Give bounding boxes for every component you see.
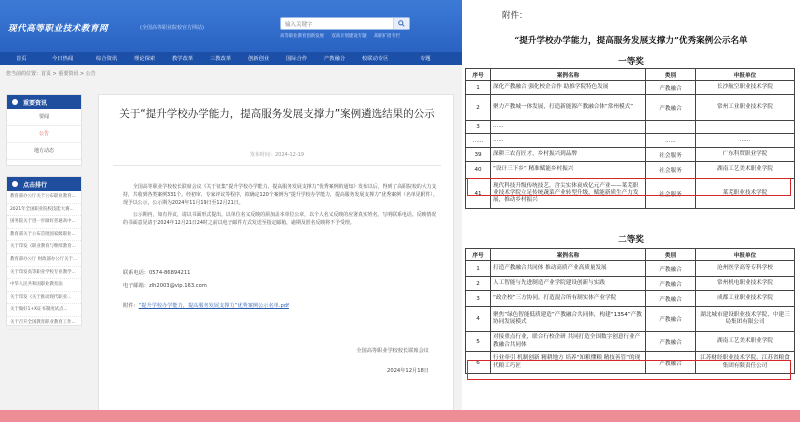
table-row — [466, 134, 795, 148]
doc-title: “提升学校办学能力，提高服务发展支撑力”优秀案例公示名单 — [514, 36, 748, 46]
cell-unit: 江苏财经职业技术学院、江苏省粮食集团有限责任公司 — [696, 352, 795, 374]
cell-unit: 常州机电职业技术学院 — [696, 277, 795, 291]
cell-case-name: 人工智能与先进制造产业学院建设创新与实践 — [491, 277, 646, 291]
search-button[interactable] — [393, 18, 409, 29]
cell-type: 产教融合 — [646, 95, 696, 121]
header-name: 案例名称 — [491, 69, 646, 81]
site-header — [0, 0, 462, 52]
cell-case-name: 聚焦“绿色智能低质建造”产教融合共同体，构建“1354”产教协同发展模式 — [491, 307, 646, 332]
search-box — [280, 17, 410, 30]
cell-case-name: “政企校”三方协同，打造混合所有制实体产业学院 — [491, 291, 646, 307]
cell-case-name: 现代科技升级传统技艺，含尖实体衰成亿元产业——莱芜职业技术学院立足传统蔬菜产业转型升级，赋能新质生产力发展，推动乡村振兴 — [491, 179, 646, 209]
cell-no: 3 — [466, 121, 491, 134]
main-nav — [0, 52, 462, 65]
cell-no: 6 — [466, 352, 491, 374]
cell-no: 4 — [466, 307, 491, 332]
sidebar-ranking-heading: 点击排行 — [7, 177, 81, 191]
breadcrumb[interactable]: 您当前的位置：首页 > 重要资讯 > 公告 — [6, 71, 96, 77]
cell-unit: 广东科贸职业学院 — [696, 148, 795, 162]
cell-unit: 沧州医学高等专科学校 — [696, 261, 795, 277]
cell-unit: 湖南工艺美术职业学院 — [696, 332, 795, 352]
nav-item-industry[interactable]: 产教融合 — [324, 56, 346, 62]
cell-no: 2 — [466, 95, 491, 121]
cell-case-name: 聚力产教城一体发展，打造新能源产教融合体“常州模式” — [491, 95, 646, 121]
cell-type: 产教融合 — [646, 307, 696, 332]
nav-item-three-reform[interactable]: 三教改革 — [210, 56, 232, 62]
nav-item-news[interactable]: 综合资讯 — [96, 56, 118, 62]
cell-unit: 成都工业职业技术学院 — [696, 291, 795, 307]
cell-case-name: 对接重点行业，联合行校企研 共同打造全国数字创意行业产教融合共同体 — [491, 332, 646, 352]
table-row — [466, 261, 795, 277]
sidebar-item-announcements[interactable]: 公告 — [7, 126, 81, 143]
sidebar-news-heading: 重要资讯 — [7, 95, 81, 109]
nav-item-home[interactable]: 首页 — [16, 56, 27, 62]
cell-type: 产教融合 — [646, 277, 696, 291]
ranking-item[interactable]: 中华人民共和国职业教育法 — [7, 279, 81, 292]
site-logo-subtitle: (全国高等职业院校官方网站) — [140, 25, 204, 31]
ranking-item[interactable]: 关于做好1+X证书制度试点... — [7, 304, 81, 317]
contact-phone: 联系电话：0574-86894211 — [123, 270, 191, 276]
cell-unit: 莱芜职业技术学院 — [696, 179, 795, 209]
hot-word-link[interactable]: 高等职业教育创新发展 — [280, 34, 324, 39]
article-paragraph: 全国高等职业学校校长联席会议《关于征集“提升学校办学能力、提高服务发展支撑力”优秀案例的通知》发布以后，得到了高职院校的大力支持，共收到各类案例331个。经初审、专家评议等程序，拟确定120个案例为“提升学校办学能力，提高服务发展支撑力”优秀案例（名单见附件）。现予以公示，公示期为2024年11月19日至12月21日。 — [123, 184, 438, 207]
sidebar-ranking-box — [6, 176, 82, 326]
attachment-label: 附件： — [123, 303, 139, 309]
cell-unit: 湖南工艺美术职业学院 — [696, 162, 795, 179]
table-row — [466, 332, 795, 352]
cell-type: 产教融合 — [646, 352, 696, 374]
table-header-row — [466, 69, 795, 81]
table-header-row — [466, 249, 795, 261]
article-date: 发布时间：2024-12-19 — [249, 152, 305, 158]
table-row — [466, 148, 795, 162]
sidebar-news-box — [6, 94, 82, 166]
cell-unit: 常州工业职业技术学院 — [696, 95, 795, 121]
cell-no: 2 — [466, 277, 491, 291]
cell-no: 40 — [466, 162, 491, 179]
nav-item-innovation[interactable]: 创新创业 — [248, 56, 270, 62]
search-icon — [398, 20, 405, 27]
ranking-item[interactable]: 2021年全国职业院校技能大赛... — [7, 204, 81, 217]
signature-date: 2024年12月18日 — [387, 368, 429, 374]
article-body — [123, 183, 439, 230]
cell-no: ...... — [466, 134, 491, 148]
cell-no: 1 — [466, 81, 491, 95]
cell-type: 产教融合 — [646, 291, 696, 307]
header-name: 案例名称 — [491, 249, 646, 261]
bottom-strip — [0, 410, 800, 422]
table-row — [466, 162, 795, 179]
search-input[interactable] — [285, 20, 385, 29]
table-row — [466, 307, 795, 332]
nav-item-daily[interactable]: 今日热闻 — [52, 56, 74, 62]
cell-type: ...... — [646, 134, 696, 148]
nav-item-topics[interactable]: 专题 — [420, 56, 431, 62]
cell-no: 41 — [466, 179, 491, 209]
table-row — [466, 277, 795, 291]
table-row — [466, 291, 795, 307]
header-unit: 申报单位 — [696, 249, 795, 261]
contact-email: 电子邮箱：zlh2003@vip.163.com — [123, 283, 207, 289]
ranking-item[interactable]: 国务院关于进一步做好普通高中... — [7, 216, 81, 229]
ranking-item[interactable]: 关于召开全国教育职业教育工作... — [7, 317, 81, 330]
ranking-item[interactable]: 关于印发高等职业学校专业教学... — [7, 267, 81, 280]
header-unit: 申报单位 — [696, 69, 795, 81]
second-prize-heading: 二等奖 — [618, 235, 644, 245]
cell-case-name: “设计三下乡” 精准赋能乡村振兴 — [491, 162, 646, 179]
first-prize-table — [465, 68, 795, 209]
cell-no: 39 — [466, 148, 491, 162]
sidebar-item-headlines[interactable]: 要闻 — [7, 109, 81, 126]
cell-type: 产教融合 — [646, 261, 696, 277]
ranking-item[interactable]: 关于印发《关于推动现代职业... — [7, 292, 81, 305]
nav-item-school-zone[interactable]: 校联动专区 — [362, 56, 389, 62]
table-row — [466, 121, 795, 134]
nav-item-international[interactable]: 国际合作 — [286, 56, 308, 62]
site-logo[interactable]: 现代高等职业技术教育网 — [8, 24, 109, 34]
nav-item-theory[interactable]: 理论探索 — [134, 56, 156, 62]
article-panel — [98, 94, 454, 412]
table-row — [466, 95, 795, 121]
doc-attach-label: 附件： — [502, 11, 528, 21]
table-row — [466, 179, 795, 209]
contact-info — [123, 267, 207, 293]
signature-org: 全国高等职业学校校长联席会议 — [356, 348, 429, 354]
bullet-icon — [12, 181, 18, 187]
cell-unit: ...... — [696, 134, 795, 148]
header-no: 序号 — [466, 249, 491, 261]
header-no: 序号 — [466, 69, 491, 81]
cell-no: 3 — [466, 291, 491, 307]
cell-type: 社会服务 — [646, 162, 696, 179]
cell-type: 产教融合 — [646, 81, 696, 95]
attachment-document — [462, 0, 800, 412]
bullet-icon — [12, 99, 18, 105]
divider — [113, 165, 441, 166]
sidebar-item-local[interactable]: 地方动态 — [7, 143, 81, 160]
ranking-item[interactable]: 关于印发《职业教育与继续教育... — [7, 241, 81, 254]
article-paragraph: 公示期内，如有异议，请以书面形式提出。以单位名义反映的须加盖本单位公章，以个人名义反映的应署真实姓名，写明联系电话。反映情况的书面意见请于2024年12月21日24时之前以电子邮件方式发送至指定邮箱，逾期及匿名反映将不予受理。 — [123, 211, 437, 226]
first-prize-heading: 一等奖 — [618, 57, 644, 67]
attachment-link[interactable]: “提升学校办学能力，提高服务发展支撑力”优秀案例公示名单.pdf — [138, 303, 289, 309]
attachment-line — [123, 302, 289, 309]
header-type: 类别 — [646, 249, 696, 261]
cell-unit — [696, 121, 795, 134]
hot-words — [280, 33, 406, 39]
cell-case-name: 行业牵引 机制创新 精耕地方 培养“知粮懂粮 精技善管”的现代粮工巧匠 — [491, 352, 646, 374]
cell-case-name: 深化产教融合 强化校企合作 助推学院特色发展 — [491, 81, 646, 95]
cell-type: 社会服务 — [646, 179, 696, 209]
cell-unit: 湖北城市建设职业技术学院、中建三局集团有限公司 — [696, 307, 795, 332]
cell-case-name: ...... — [491, 134, 646, 148]
nav-item-teaching[interactable]: 教学改革 — [172, 56, 194, 62]
ranking-item[interactable]: 教育部办公厅关于公布职业教育... — [7, 191, 81, 204]
ranking-item[interactable]: 教育部关于公布首批国家级职业... — [7, 229, 81, 242]
cell-type — [646, 121, 696, 134]
table-row — [466, 352, 795, 374]
hot-word-link[interactable]: 高职扩招专栏 — [373, 34, 401, 39]
header-type: 类别 — [646, 69, 696, 81]
hot-word-link[interactable]: 双高计划建设专题 — [331, 34, 367, 39]
cell-no: 1 — [466, 261, 491, 277]
cell-case-name: 深耕三农育匠才，乡村振兴到品牌 — [491, 148, 646, 162]
ranking-item[interactable]: 教育部办公厅 财政部办公厅关于... — [7, 254, 81, 267]
article-title: 关于“提升学校办学能力，提高服务发展支撑力”案例遴选结果的公示 — [119, 108, 435, 120]
cell-case-name: ...... — [491, 121, 646, 134]
cell-type: 社会服务 — [646, 148, 696, 162]
cell-type: 产教融合 — [646, 332, 696, 352]
second-prize-table — [465, 248, 795, 374]
table-row — [466, 81, 795, 95]
cell-no: 5 — [466, 332, 491, 352]
cell-unit: 长沙航空职业技术学院 — [696, 81, 795, 95]
cell-case-name: 打造产教融合共同体 推动高质产业高质量发展 — [491, 261, 646, 277]
